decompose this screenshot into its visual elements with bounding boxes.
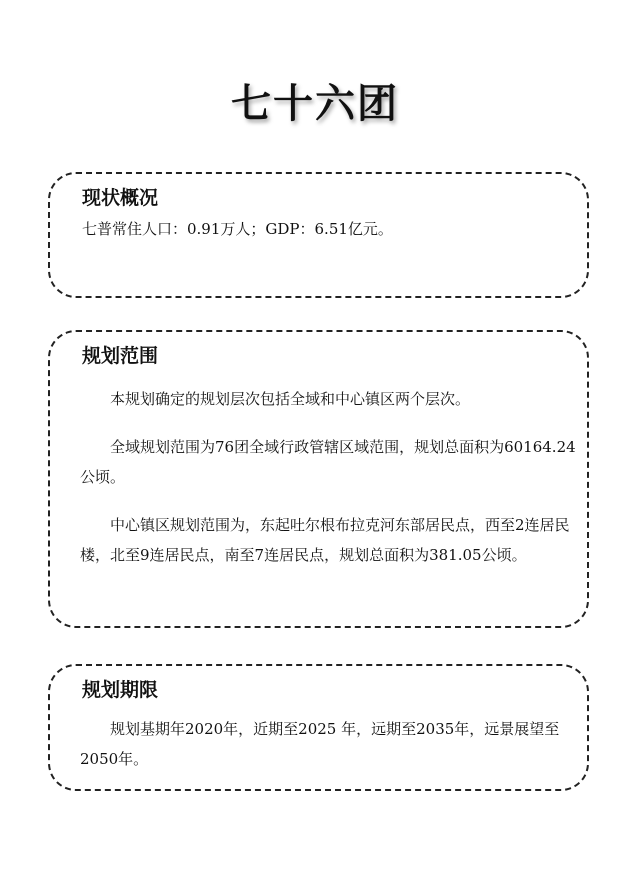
- scope-paragraph-levels: 本规划确定的规划层次包括全域和中心镇区两个层次。: [110, 390, 471, 408]
- status-heading: 现状概况: [82, 187, 159, 209]
- page-title: 七十六团: [231, 81, 399, 127]
- scope-heading: 规划范围: [82, 345, 159, 367]
- scope-paragraph-full-area: 全域规划范围为76团全域行政管辖区域范围，规划总面积为60164.24公顷。: [80, 438, 576, 486]
- scope-section: [48, 330, 589, 628]
- status-section: [48, 172, 589, 298]
- period-section: [48, 664, 589, 791]
- scope-paragraph-town-center: 中心镇区规划范围为，东起吐尔根布拉克河东部居民点，西至2连居民楼，北至9连居民点，南至7连居民点，规划总面积为381.05公顷。: [80, 516, 570, 564]
- period-text: 规划基期年2020年，近期至2025 年，远期至2035年，远景展望至2050年。: [80, 720, 560, 768]
- status-text: 七普常住人口：0.91万人；GDP：6.51亿元。: [82, 220, 393, 238]
- period-heading: 规划期限: [82, 679, 159, 701]
